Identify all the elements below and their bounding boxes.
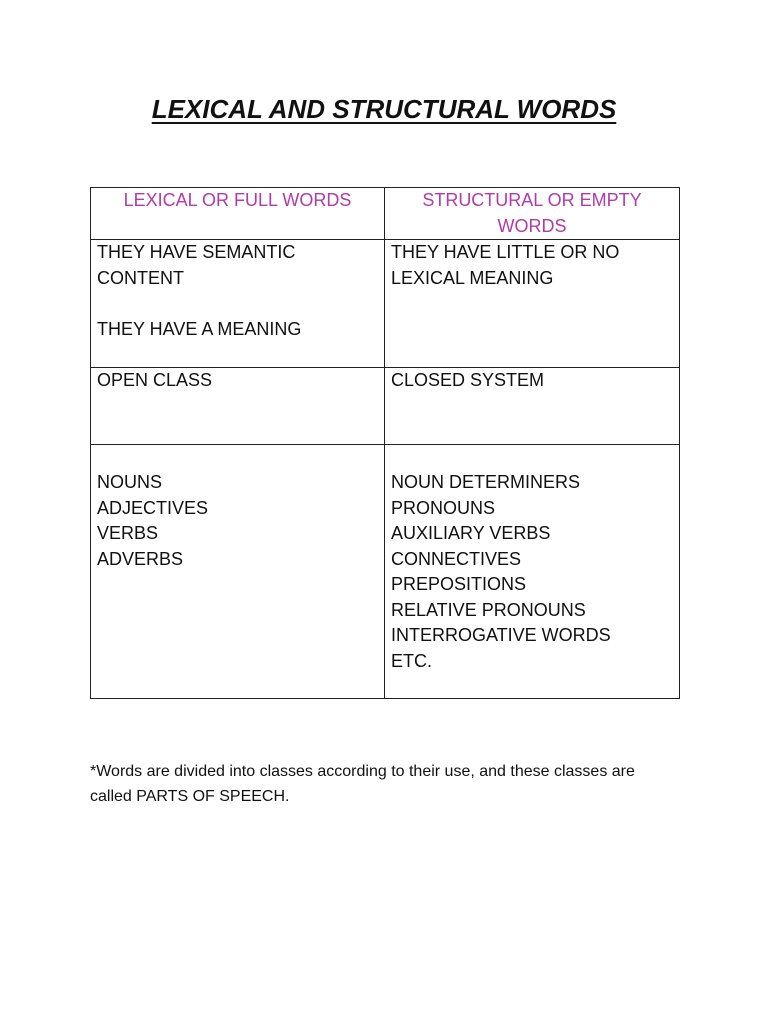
list-item: CONNECTIVES [391, 548, 522, 569]
table-header-row [91, 188, 680, 240]
page-title: LEXICAL AND STRUCTURAL WORDS [151, 94, 617, 124]
footnote-line: called PARTS OF SPEECH. [90, 788, 290, 805]
list-item: NOUN DETERMINERS [391, 472, 581, 492]
cell-line: THEY HAVE LITTLE OR NO [391, 242, 620, 262]
list-item: RELATIVE PRONOUNS [391, 599, 586, 620]
table-row [91, 445, 680, 699]
header-structural: STRUCTURAL OR EMPTY WORDS [385, 188, 680, 240]
cell-lexical-class [91, 368, 385, 445]
cell-structural-meaning [385, 240, 680, 368]
list-item: PRONOUNS [391, 497, 496, 518]
cell-line: THEY HAVE SEMANTIC [97, 242, 296, 262]
list-item: VERBS [97, 523, 159, 543]
cell-lexical-examples [91, 445, 385, 699]
cell-structural-examples [385, 445, 680, 699]
comparison-table [90, 187, 680, 699]
footnote-line: *Words are divided into classes according to their use, and these classes are [90, 763, 635, 780]
list-item: NOUNS [97, 472, 163, 492]
table-row [91, 368, 680, 445]
list-item: ADVERBS [97, 548, 184, 569]
cell-line: CONTENT [97, 267, 184, 288]
blank-line [97, 291, 378, 317]
list-item: ADJECTIVES [97, 497, 209, 518]
list-item: PREPOSITIONS [391, 574, 527, 594]
footnote [90, 759, 690, 809]
header-lexical: LEXICAL OR FULL WORDS [91, 188, 385, 240]
cell-line: OPEN CLASS [97, 370, 213, 390]
list-item: ETC. [391, 650, 433, 671]
cell-lexical-meaning [91, 240, 385, 368]
cell-line: LEXICAL MEANING [391, 267, 554, 288]
list-item: AUXILIARY VERBS [391, 523, 551, 543]
cell-structural-class [385, 368, 680, 445]
list-item: INTERROGATIVE WORDS [391, 625, 611, 645]
table-row [91, 240, 680, 368]
cell-line: CLOSED SYSTEM [391, 370, 545, 390]
cell-line: THEY HAVE A MEANING [97, 318, 302, 339]
